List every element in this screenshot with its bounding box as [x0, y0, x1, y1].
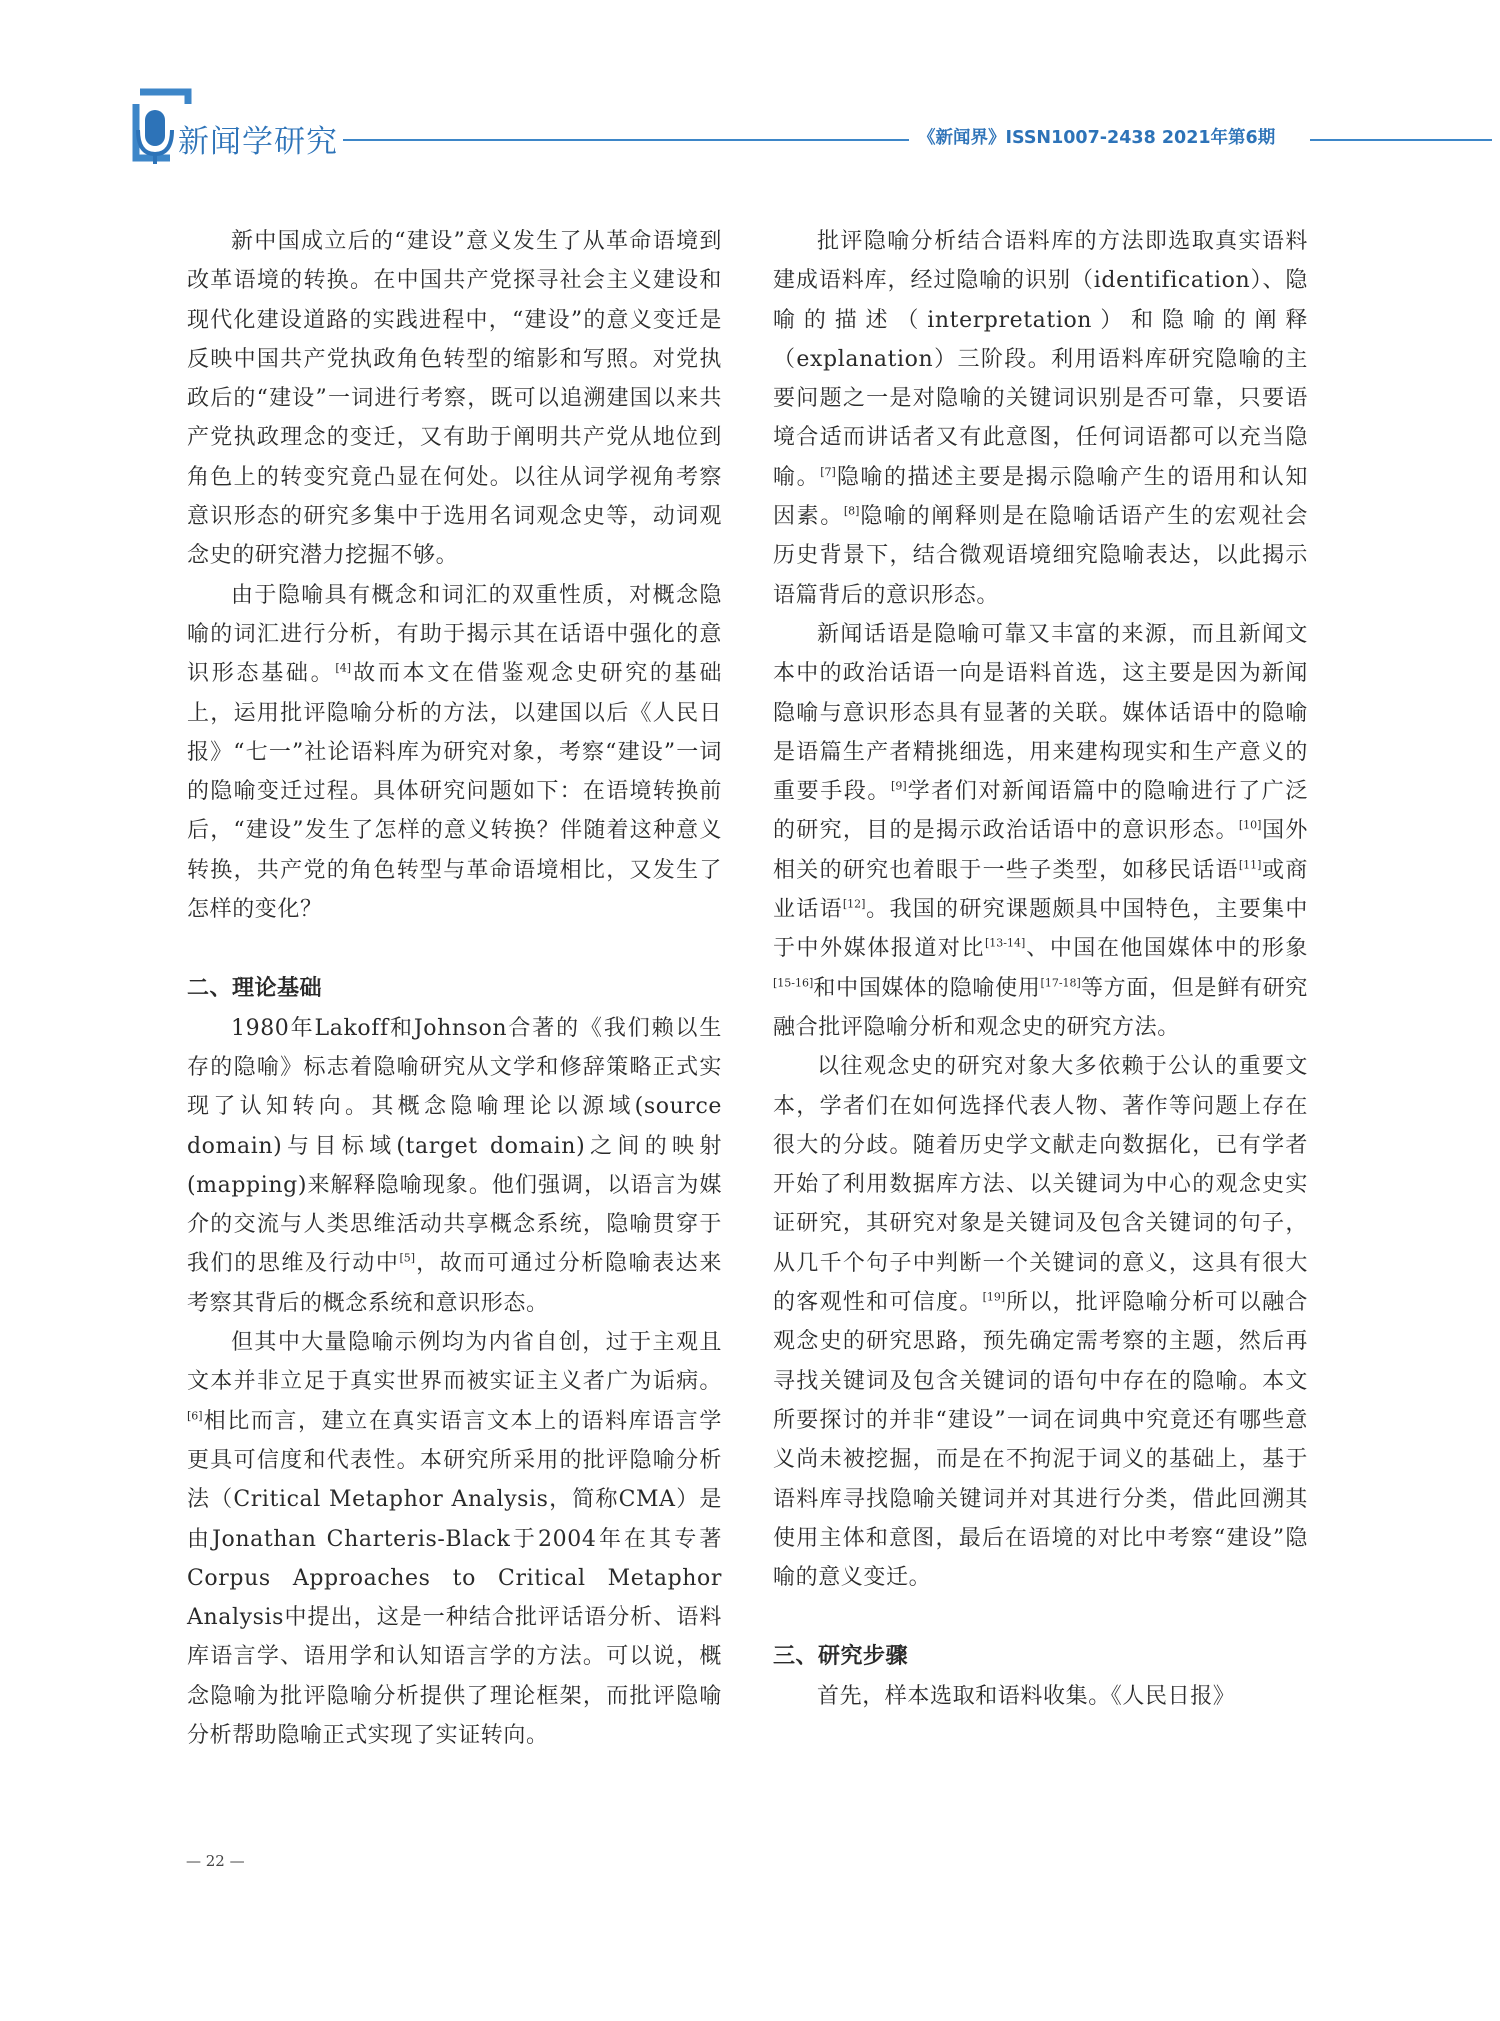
journal-info: 《新闻界》ISSN1007-2438 2021年第6期	[918, 128, 1276, 148]
text-span: 等方面，但是鲜有研究融合批评隐喻分析和观念史的研究方法。	[773, 975, 1308, 1040]
section-heading: 二、理论基础	[187, 976, 323, 1002]
text-span: 1980年Lakoff和Johnson合著的《我们赖以生存的隐喻》标志着隐喻研究从文学和修辞策略正式实现了认知转向。其概念隐喻理论以源域(source domain)与目标域(target domain)之间的映射(mapping)来解释隐喻现象。他们强调，以语言为媒介的交流与人类思维活动共享概念系统，隐喻贯穿于我们的思维及行动中	[187, 1015, 722, 1277]
text-span: 和中国媒体的隐喻使用	[813, 975, 1041, 1001]
citation: [7]	[820, 465, 836, 479]
text-span: 所以，批评隐喻分析可以融合观念史的研究思路，预先确定需考察的主题，然后再寻找关键词及包含关键词的语句中存在的隐喻。本文所要探讨的并非“建设”一词在词典中究竟还有哪些意义尚未被挖掘，而是在不拘泥于词义的基础上，基于语料库寻找隐喻关键词并对其进行分类，借此回溯其使用主体和意图，最后在语境的对比中考察“建设”隐喻的意义变迁。	[773, 1290, 1308, 1591]
left-column	[187, 222, 722, 1755]
header-rule	[1310, 139, 1492, 141]
text-span: 以往观念史的研究对象大多依赖于公认的重要文本，学者们在如何选择代表人物、著作等问题上存在很大的分歧。随着历史学文献走向数据化，已有学者开始了利用数据库方法、以关键词为中心的观念史实证研究，其研究对象是关键词及包含关键词的句子，从几千个句子中判断一个关键词的意义，这具有很大的客观性和可信度。	[773, 1054, 1308, 1316]
text-span: 由于隐喻具有概念和词汇的双重性质，对概念隐喻的词汇进行分析，有助于揭示其在话语中强化的意识形态基础。	[187, 582, 722, 687]
citation: [17-18]	[1040, 976, 1081, 990]
text-span: 但其中大量隐喻示例均为内省自创，过于主观且文本并非立足于真实世界而被实证主义者广为诟病。	[187, 1330, 722, 1395]
citation: [5]	[399, 1252, 416, 1266]
paragraph	[773, 615, 1308, 1047]
text-span: 学者们对新闻语篇中的隐喻进行了广泛的研究，目的是揭示政治话语中的意识形态。	[773, 779, 1308, 844]
page-number: — 22 —	[186, 1852, 245, 1870]
citation: [15-16]	[773, 976, 814, 990]
text-span: 国外相关的研究也着眼于一些子类型，如移民话语	[773, 818, 1308, 883]
text-span: 相比而言，建立在真实语言文本上的语料库语言学更具可信度和代表性。本研究所采用的批评隐喻分析法（Critical Metaphor Analysis，简称CMA）是由Jonathan Charteris-Black于2004年在其专著Corpus Approaches to Critical Metaphor Analysis中提出，这是一种结合批评话语分析、语料库语言学、语用学和认知语言学的方法。可以说，概念隐喻为批评隐喻分析提供了理论框架，而批评隐喻分析帮助隐喻正式实现了实证转向。	[187, 1408, 722, 1748]
text-span: 、中国在他国媒体中的形象	[1025, 936, 1308, 962]
citation: [19]	[982, 1290, 1006, 1304]
text-span: ，故而可通过分析隐喻表达来考察其背后的概念系统和意识形态。	[187, 1251, 722, 1316]
text-span: 隐喻的描述主要是揭示隐喻产生的语用和认知因素。	[773, 464, 1308, 530]
citation: [9]	[891, 779, 907, 793]
paragraph: 首先，样本选取和语料收集。《人民日报》	[817, 1683, 1236, 1709]
text-span: 批评隐喻分析结合语料库的方法即选取真实语料建成语料库，经过隐喻的识别（identification）、隐喻的描述（interpretation）和隐喻的阐释（explanation）三阶段。利用语料库研究隐喻的主要问题之一是对隐喻的关键词识别是否可靠，只要语境合适而讲话者又有此意图，任何词语都可以充当隐喻。	[773, 229, 1308, 490]
citation: [8]	[843, 504, 860, 518]
citation: [13-14]	[985, 937, 1026, 951]
citation: [4]	[335, 661, 351, 675]
paragraph	[187, 576, 722, 930]
citation: [11]	[1238, 858, 1262, 872]
right-column	[773, 222, 1308, 1716]
section-heading: 三、研究步骤	[773, 1644, 909, 1670]
header-rule	[343, 139, 909, 141]
paragraph	[187, 1009, 722, 1323]
citation: [12]	[842, 897, 866, 911]
text-span: 隐喻的阐释则是在隐喻话语产生的宏观社会历史背景下，结合微观语境细究隐喻表达，以此揭示语篇背后的意识形态。	[773, 504, 1308, 608]
citation: [10]	[1238, 819, 1262, 833]
text-span: 。我国的研究课题颇具中国特色，主要集中于中外媒体报道对比	[773, 897, 1308, 962]
paragraph	[773, 1047, 1308, 1597]
paragraph: 新中国成立后的“建设”意义发生了从革命语境到改革语境的转换。在中国共产党探寻社会主义建设和现代化建设道路的实践进程中，“建设”的意义变迁是反映中国共产党执政角色转型的缩影和写照。对党执政后的“建设”一词进行考察，既可以追溯建国以来共产党执政理念的变迁，又有助于阐明共产党从地位到角色上的转变究竟凸显在何处。以往从词学视角考察意识形态的研究多集中于选用名词观念史等，动词观念史的研究潜力挖掘不够。	[187, 229, 722, 569]
text-span: 或商业话语	[773, 857, 1308, 923]
text-span: 新闻话语是隐喻可靠又丰富的来源，而且新闻文本中的政治话语一向是语料首选，这主要是因为新闻隐喻与意识形态具有显著的关联。媒体话语中的隐喻是语篇生产者精挑细选，用来建构现实和生产意义的重要手段。	[773, 621, 1308, 805]
section-title: 新闻学研究	[178, 124, 338, 160]
text-span: 故而本文在借鉴观念史研究的基础上，运用批评隐喻分析的方法，以建国以后《人民日报》“七一”社论语料库为研究对象，考察“建设”一词的隐喻变迁过程。具体研究问题如下：在语境转换前后，“建设”发生了怎样的意义转换？伴随着这种意义转换，共产党的角色转型与革命语境相比，又发生了怎样的变化？	[187, 661, 722, 923]
citation: [6]	[187, 1409, 203, 1423]
paragraph	[187, 1323, 722, 1755]
paragraph	[773, 222, 1308, 615]
